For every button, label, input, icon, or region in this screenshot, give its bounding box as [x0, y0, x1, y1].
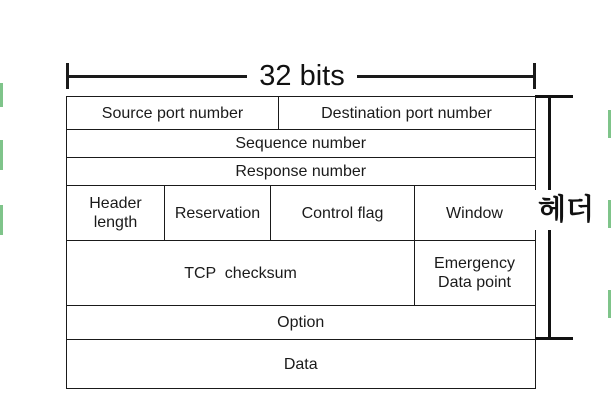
header-bracket-top [535, 95, 573, 98]
header-length-label-line2: length [93, 214, 138, 231]
window-field [414, 185, 536, 242]
left-edge-mark-2 [0, 140, 3, 170]
source-port-field [66, 96, 279, 130]
width-tick-right [533, 63, 536, 89]
option-label: Option [277, 314, 325, 331]
header-label: 헤더 [535, 190, 597, 230]
header-length-field [66, 185, 165, 242]
control-flag-label: Control flag [301, 204, 384, 222]
emergency-label-line2: Data point [438, 274, 511, 291]
response-number-label: Response number [235, 163, 367, 180]
emergency-data-point-field [414, 240, 536, 306]
sequence-number-field [66, 129, 536, 159]
width-label: 32 bits [247, 58, 357, 94]
width-tick-left [66, 63, 69, 89]
left-edge-mark-3 [0, 205, 3, 235]
reservation-label: Reservation [174, 204, 261, 222]
destination-port-label: Destination port number [321, 104, 492, 122]
control-flag-field [270, 185, 415, 242]
header-bracket-bottom [535, 337, 573, 340]
option-field [66, 305, 536, 341]
tcp-checksum-label: TCP checksum [184, 264, 297, 282]
source-port-label: Source port number [101, 104, 244, 122]
data-label: Data [283, 355, 318, 373]
header-length-label-line1: Header [89, 195, 142, 212]
left-edge-mark-1 [0, 83, 3, 107]
response-number-field [66, 157, 536, 186]
window-label: Window [446, 204, 503, 222]
destination-port-field [278, 96, 536, 130]
emergency-label-line1: Emergency [434, 255, 515, 272]
data-field [66, 339, 536, 389]
sequence-number-label: Sequence number [235, 135, 367, 152]
tcp-checksum-field [66, 240, 415, 306]
reservation-field [164, 185, 272, 242]
